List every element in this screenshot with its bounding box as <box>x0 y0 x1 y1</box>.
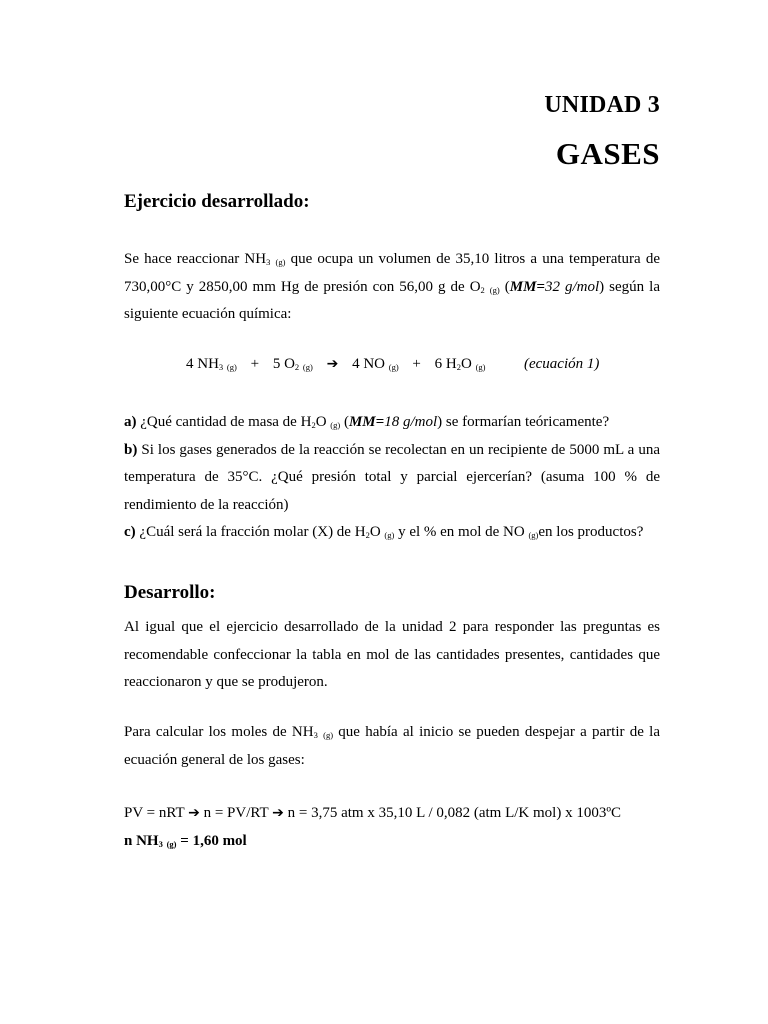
ideal-gas-formula: PV = nRT ➔ n = PV/RT ➔ n = 3,75 atm x 35,10 L / 0,082 (atm L/K mol) x 1003ºC <box>124 805 622 821</box>
question-a: a) ¿Qué cantidad de masa de $H_2O$ $_{(g)}$ (MM=18 g/mol) se formarían teóricamente? <box>124 414 610 430</box>
dev-p2-line-2: ecuación general de los gases: <box>124 751 305 768</box>
page-title: GASES <box>555 136 660 171</box>
arrow-icon: ➔ <box>188 805 200 821</box>
development-paragraph-2 <box>124 719 660 774</box>
exercise-statement <box>124 246 660 329</box>
question-b-line-2: temperatura de 35°C. ¿Qué presión total y parcial ejercerían? (asuma 100 % de <box>124 469 660 485</box>
chemical-equation: 4 $NH_3$ $_{(g)}$ + 5 $O_2$ $_{(g)}$ ➔ 4 NO $_{(g)}$ + 6 $H_2O$ $_{(g)}$ (ecuación 1) <box>186 356 600 372</box>
statement-line-3: siguiente ecuación química: <box>124 306 292 322</box>
question-b-line-3: rendimiento de la reacción) <box>124 496 289 513</box>
reaction-arrow-icon: ➔ <box>326 356 339 372</box>
exercise-heading: Ejercicio desarrollado: <box>124 191 310 212</box>
dev-p1-line-1: Al igual que el ejercicio desarrollado de la unidad 2 para responder las preguntas es <box>124 619 660 635</box>
development-heading: Desarrollo: <box>124 582 216 603</box>
dev-p1-line-2: recomendable confeccionar la tabla en mol de las cantidades presentes, cantidades que <box>124 646 660 663</box>
dev-p1-line-3: reaccionaron y que se produjeron. <box>124 674 328 690</box>
arrow-icon: ➔ <box>272 805 284 821</box>
questions-list <box>124 409 660 547</box>
moles-result: n $NH_3$ $_{(g)}$ = 1,60 mol <box>124 832 247 849</box>
statement-line-1: Se hace reaccionar $NH_3$ $_{(g)}$ que ocupa un volumen de 35,10 litros a una temperatura de <box>124 251 661 267</box>
statement-line-2: 730,00°C y 2850,00 mm Hg de presión con 56,00 g de $O_2$ $_{(g)}$ (MM=32 g/mol) según la <box>124 278 660 295</box>
question-c: c) ¿Cuál será la fracción molar (X) de $H_2O$ $_{(g)}$ y el % en mol de NO $_{(g)}$en los productos? <box>124 524 644 540</box>
unit-title: UNIDAD 3 <box>544 92 660 118</box>
equation-reference: (ecuación 1) <box>524 356 600 372</box>
development-paragraph-1 <box>124 614 660 697</box>
question-b-line-1: b) Si los gases generados de la reacción se recolectan en un recipiente de 5000 mL a una <box>124 441 660 458</box>
dev-p2-line-1: Para calcular los moles de $NH_3$ $_{(g)}$ que había al inicio se pueden despejar a partir de la <box>124 724 660 740</box>
gas-law-calculation <box>124 800 660 855</box>
